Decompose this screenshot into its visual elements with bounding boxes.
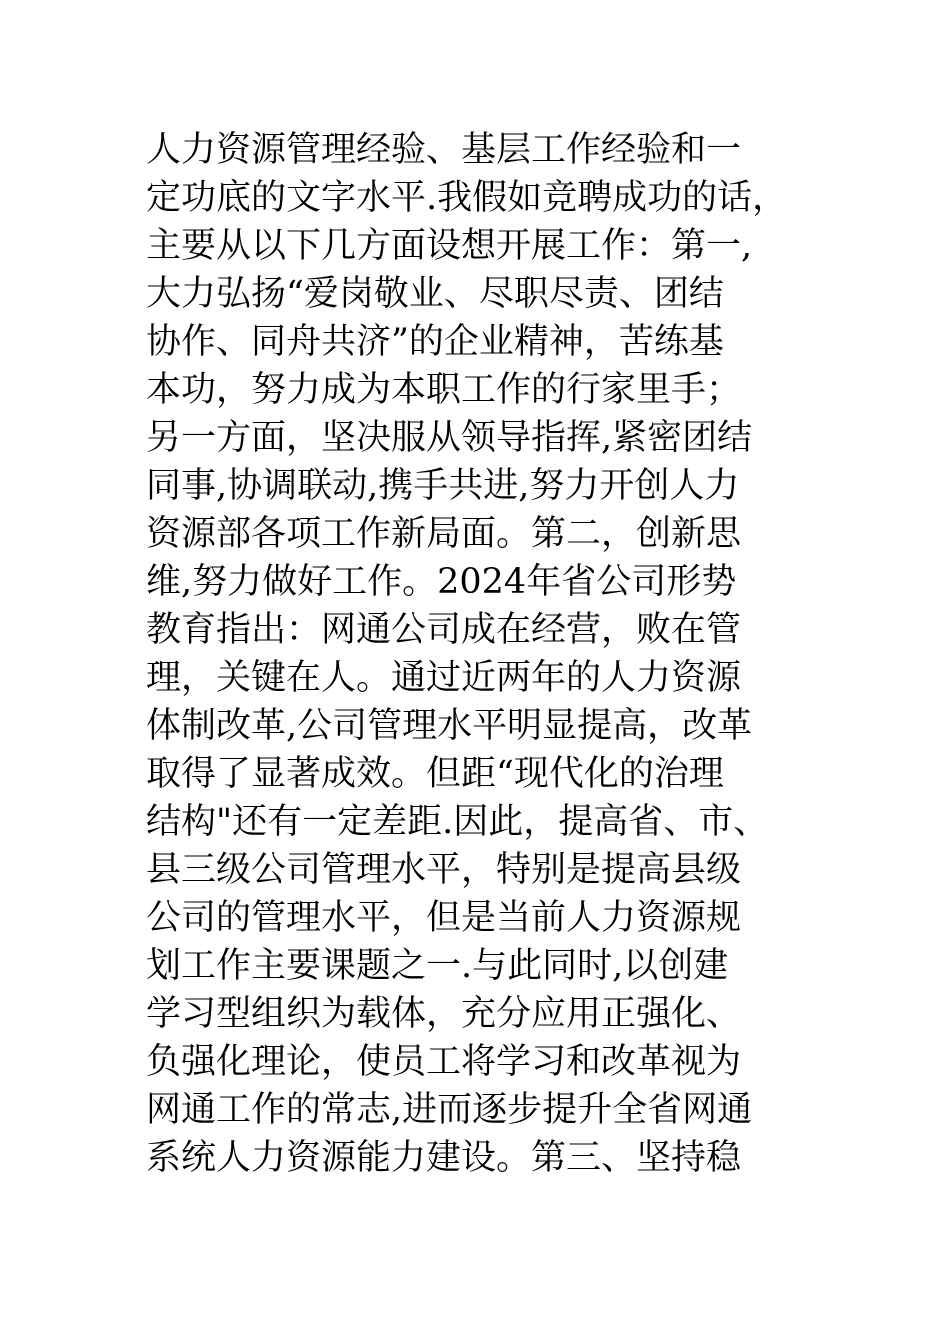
text-line: 教育指出：网通公司成在经营，败在管 <box>146 610 742 650</box>
text-line: 主要从以下几方面设想开展工作：第一, <box>146 226 753 266</box>
text-line: 取得了显著成效。但距“现代化的治理 <box>146 754 724 794</box>
text-line: 负强化理论，使员工将学习和改革视为 <box>146 1042 742 1082</box>
text-line: 本功，努力成为本职工作的行家里手； <box>146 370 742 410</box>
text-line: 同事,协调联动,携手共进,努力开创人力 <box>146 466 740 506</box>
text-line: 人力资源管理经验、基层工作经验和一 <box>146 130 742 170</box>
text-line: 系统人力资源能力建设。第三、坚持稳 <box>146 1138 742 1178</box>
text-line: 维,努力做好工作。2024年省公司形势 <box>146 562 737 602</box>
text-line: 公司的管理水平，但是当前人力资源规 <box>146 898 742 938</box>
text-line: 定功底的文字水平.我假如竞聘成功的话， <box>146 178 788 218</box>
text-line: 资源部各项工作新局面。第二，创新思 <box>146 514 742 554</box>
text-line: 体制改革,公司管理水平明显提高，改革 <box>146 706 753 746</box>
text-line: 理，关键在人。通过近两年的人力资源 <box>146 658 742 698</box>
text-line: 大力弘扬“爱岗敬业、尽职尽责、团结 <box>146 274 724 314</box>
text-line: 协作、同舟共济”的企业精神，苦练基 <box>146 322 724 362</box>
body-text <box>146 126 846 1182</box>
text-line: 另一方面，坚决服从领导指挥,紧密团结 <box>146 418 753 458</box>
text-line: 县三级公司管理水平，特别是提高县级 <box>146 850 742 890</box>
text-line: 结构"还有一定差距.因此，提高省、市、 <box>146 802 769 842</box>
text-line: 划工作主要课题之一.与此同时,以创建 <box>146 946 729 986</box>
text-line: 网通工作的常志,进而逐步提升全省网通 <box>146 1090 753 1130</box>
text-line: 学习型组织为载体，充分应用正强化、 <box>146 994 742 1034</box>
